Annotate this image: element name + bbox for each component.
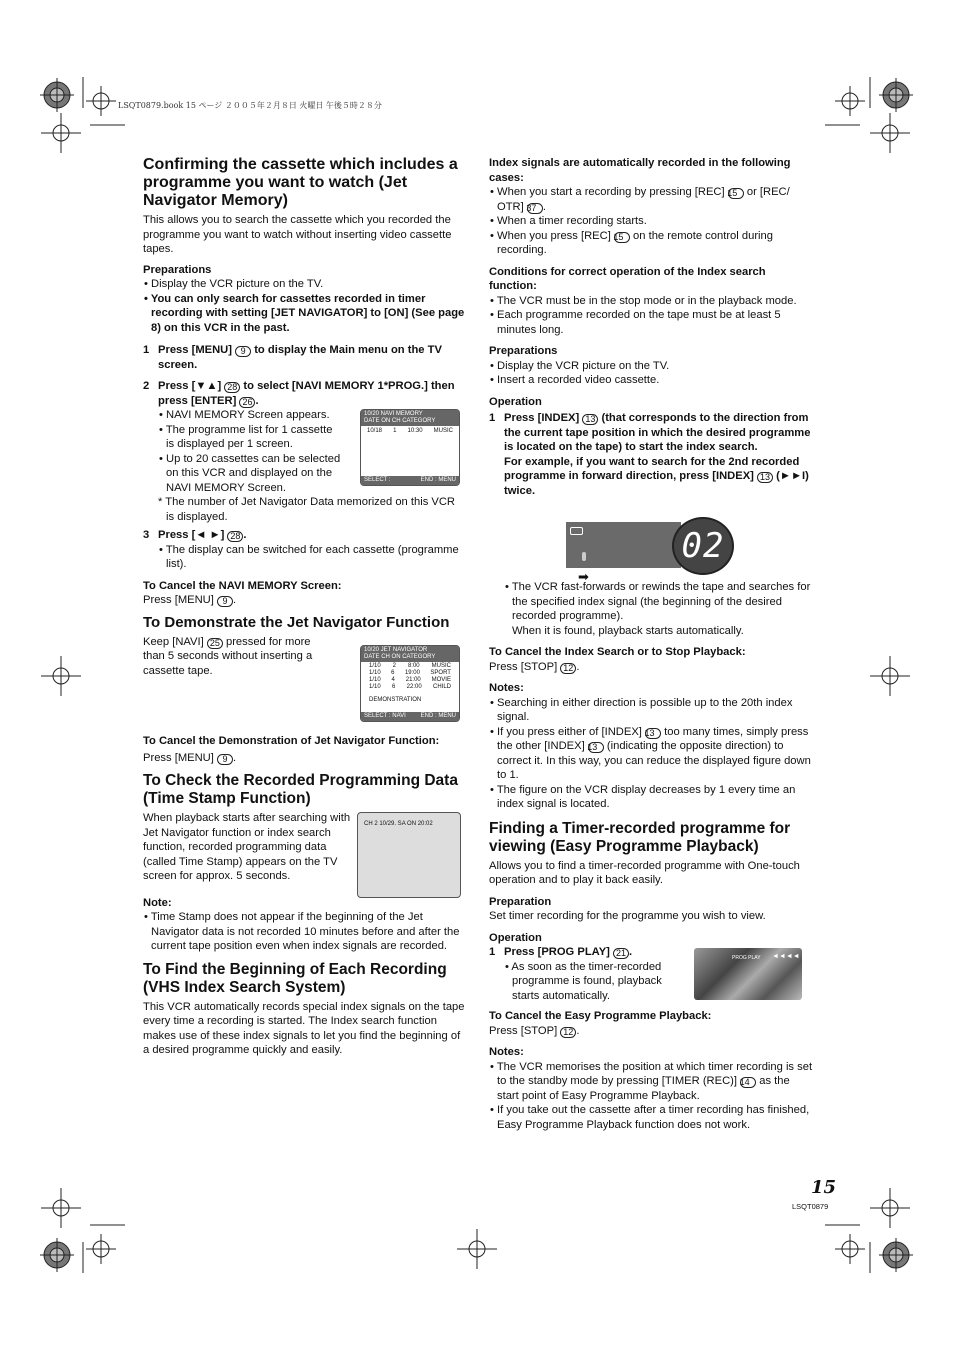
file-header: LSQT0879.book 15 ページ ２００５年２月８日 火曜日 午後５時２８分 <box>118 101 382 110</box>
operation-after: When it is found, playback starts automatically. <box>512 624 744 637</box>
footnote: * The number of Jet Navigator Data memorized on this VCR is displayed. <box>158 496 456 523</box>
step-3: 3 Press [◄ ►] 28 . <box>143 529 247 541</box>
note-item: • Time Stamp does not appear if the beginning of the Jet Navigator data is not recorded 10 minutes before and after the current tape position even when index signals are recorded. <box>143 910 465 954</box>
key-ref: 28 <box>224 382 240 393</box>
key-ref: 9 <box>235 346 251 357</box>
cancel-heading: To Cancel the Index Search or to Stop Playback: <box>489 646 746 658</box>
operation-step-1: 1 Press [INDEX] 13 (that corresponds to the direction from the current tape position in which the desired programme is located on the tape) to start the index search. For example, if you want to search for the 2nd recorded programme in forward direction, press [INDEX] 13 (►►I) twice. <box>489 412 811 497</box>
counter-display: 02 <box>672 517 734 575</box>
easy-playback-text: Allows you to find a timer-recorded programme with One-touch operation and to play it back easily. <box>489 859 800 886</box>
cancel-text: Press [STOP] 12 . <box>489 660 580 673</box>
operation-heading: Operation <box>489 395 542 408</box>
prog-play-screen: PROG PLAY ◄◄◄◄ <box>694 948 802 1000</box>
condition-item: • Each programme recorded on the tape must be at least 5 minutes long. <box>489 308 813 337</box>
index-case: • When you press [REC] 15 on the remote control during recording. <box>489 229 813 258</box>
arrow-right-icon: ➡ <box>578 569 589 584</box>
demo-text: Keep [NAVI] 25 pressed for more than 5 seconds without inserting a cassette tape. <box>143 635 313 677</box>
section-title-demonstrate: To Demonstrate the Jet Navigator Function <box>143 613 450 631</box>
prep-item: • Display the VCR picture on the TV. <box>489 359 813 374</box>
preparations-heading: Preparations <box>143 263 212 276</box>
page-number: 15 <box>811 1177 837 1198</box>
condition-item: • The VCR must be in the stop mode or in the playback mode. <box>489 294 813 309</box>
step-3-detail: • The display can be switched for each cassette (programme list). <box>143 543 465 572</box>
section-title-vhs-index: To Find the Beginning of Each Recording (VHS Index Search System) <box>143 960 447 996</box>
rewind-icon: ◄◄◄◄ <box>772 953 800 960</box>
prep-item: • You can only search for cassettes recorded in timer recording with setting [JET NAVIGATOR] to [ON] (See page 8) on this VCR in the past. <box>143 292 465 336</box>
section-title-jet-navigator-memory: Confirming the cassette which includes a programme you want to watch (Jet Navigator Memory) <box>143 156 458 209</box>
easy-step-detail: • As soon as the timer-recorded programme is found, playback starts automatically. <box>489 960 679 1004</box>
cancel-text: Press [MENU] 9 . <box>143 594 237 606</box>
preparations-heading: Preparations <box>489 345 558 357</box>
navi-row: 10/18 1 10:30 MUSIC <box>367 428 453 434</box>
notes-heading: Notes: <box>489 1046 524 1058</box>
cancel-heading: To Cancel the Easy Programme Playback: <box>489 1010 712 1022</box>
cancel-text: Press [MENU] 9 . <box>143 751 237 764</box>
section-intro: This allows you to search the cassette which you recorded the programme you want to watch without inserting video cassette tapes. <box>143 214 452 255</box>
operation-detail: • The VCR fast-forwards or rewinds the tape and searches for the specified index signal (the beginning of the desired recorded programme). <box>489 580 813 624</box>
key-ref: 26 <box>239 397 255 408</box>
navi-memory-screen: 10/20 NAVI MEMORY DATE ON CH CATEGORY 10/18 1 10:30 MUSIC SELECT : END : MENU <box>360 409 460 486</box>
note-item: • Searching in either direction is possible up to the 20th index signal. <box>489 696 813 725</box>
left-column <box>143 156 465 1058</box>
index-case: • When a timer recording starts. <box>489 214 813 229</box>
conditions-heading: Conditions for correct operation of the Index search function: <box>489 265 766 292</box>
easy-step-1: 1 Press [PROG PLAY] 21 . <box>489 946 633 958</box>
prep-item: • Display the VCR picture on the TV. <box>143 277 465 292</box>
note-item: • If you press either of [INDEX] 13 too many times, simply press the other [INDEX] 13 (indicating the opposite direction) to correct it. In this way, you can reduce the displayed figure down to 1. <box>489 725 813 783</box>
prep-item: • Insert a recorded video cassette. <box>489 373 813 388</box>
step-2-details: • NAVI MEMORY Screen appears. • The programme list for 1 cassette is displayed per 1 screen. • Up to 20 cassettes can be selected on this VCR and displayed on the NAVI MEMORY Screen. <box>143 408 343 495</box>
note-item: • The figure on the VCR display decreases by 1 every time an index signal is located. <box>489 783 813 812</box>
note-item: • The VCR memorises the position at which timer recording is set to the standby mode by pressing [TIMER (REC)] 14 as the start point of Easy Programme Playback. <box>489 1060 813 1104</box>
cancel-heading: To Cancel the Demonstration of Jet Navigator Function: <box>143 735 440 747</box>
step-2: 2 Press [▼▲] 28 to select [NAVI MEMORY 1*PROG.] then press [ENTER] 26 . <box>143 380 455 407</box>
preparation-text: Set timer recording for the programme you wish to view. <box>489 910 766 922</box>
vcr-display-panel <box>566 522 681 568</box>
index-cases-heading: Index signals are automatically recorded in the following cases: <box>489 157 791 184</box>
time-stamp-text: When playback starts after searching with Jet Navigator function or index search function, recorded programming data (called Time Stamp) appears on the TV screen for approx. 5 seconds. <box>143 812 351 882</box>
page-code: LSQT0879 <box>792 1202 829 1211</box>
demo-rows: 1/10 2 8:00 MUSIC 1/10 6 19:00 SPORT 1/10 4 21:00 MOVIE 1/10 6 22:00 CHILD DEMONSTRATION <box>369 663 451 703</box>
preparation-heading: Preparation <box>489 895 552 908</box>
vhs-index-text: This VCR automatically records special index signals on the tape every time a recording is started. The Index search function makes use of these index signals to let you find the beginning of a desired programme quickly and easily. <box>143 1000 465 1056</box>
key-ref: 28 <box>227 531 243 542</box>
demonstration-screen: 10/20 JET NAVIGATOR DATE CH ON CATEGORY 1/10 2 8:00 MUSIC 1/10 6 19:00 SPORT 1/10 4 21:00 MOVIE 1/10 6 22:00 CHILD DEMONSTRATION SELECT : NAVI END : MENU <box>360 645 460 722</box>
cancel-text: Press [STOP] 12 . <box>489 1024 580 1037</box>
cassette-icon <box>570 527 583 535</box>
cancel-heading: To Cancel the NAVI MEMORY Screen: <box>143 579 342 592</box>
time-stamp-screen: CH 2 10/29. SA ON 20:02 <box>357 812 461 898</box>
section-title-easy-playback: Finding a Timer-recorded programme for viewing (Easy Programme Playback) <box>489 819 791 855</box>
operation-heading: Operation <box>489 931 542 944</box>
note-heading: Note: <box>143 896 172 909</box>
section-title-time-stamp: To Check the Recorded Programming Data (Time Stamp Function) <box>143 772 458 807</box>
step-1: 1 Press [MENU] 9 to display the Main menu on the TV screen. <box>143 344 442 371</box>
vcr-display-illustration <box>566 522 736 582</box>
notes-heading: Notes: <box>489 682 524 694</box>
index-case: • When you start a recording by pressing [REC] 15 or [REC/ OTR] 37 . <box>489 185 813 214</box>
note-item: • If you take out the cassette after a timer recording has finished, Easy Programme Playback function does not work. <box>489 1103 813 1132</box>
